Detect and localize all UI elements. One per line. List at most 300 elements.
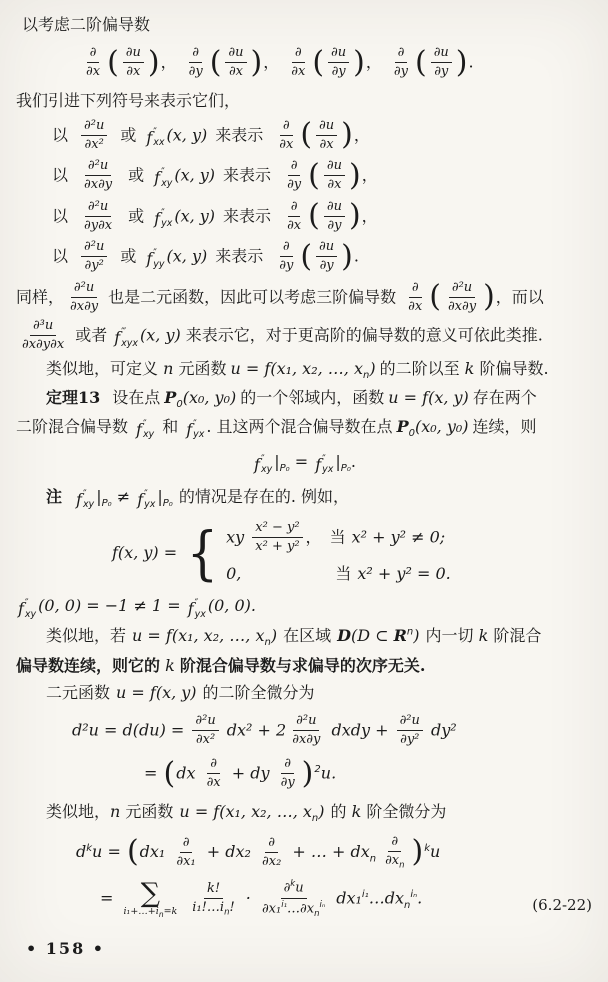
summation <box>123 877 178 919</box>
big-delimiter: ( <box>312 44 325 80</box>
math-text: ∂x <box>86 64 101 80</box>
subscript: n <box>314 908 320 919</box>
math-text: x² + y² ≠ 0; <box>351 527 446 547</box>
cjk-text: 二元函数 <box>46 682 111 702</box>
var-with-scripts <box>315 453 333 477</box>
denominator <box>324 217 344 234</box>
denominator <box>289 731 323 748</box>
subscript: n <box>224 907 230 918</box>
math-text: ∂ <box>284 756 291 772</box>
base-variable: f <box>154 208 161 228</box>
math-text: + … + dx <box>287 841 370 861</box>
subscript: P₀ <box>340 463 351 475</box>
subscript: yx <box>322 464 334 476</box>
script-stack <box>121 328 138 348</box>
math-text: ∂x² <box>195 731 216 747</box>
math-text: ∂x <box>228 64 243 80</box>
cjk-text: 来表示 <box>215 246 264 266</box>
denominator <box>123 63 143 80</box>
cjk-text: 的情况是存在的. 例如， <box>178 486 349 506</box>
second-partials-display <box>16 45 592 81</box>
cjk-text: 或 <box>120 124 137 144</box>
bold-text: 偏导数连续，则它的 <box>16 655 161 675</box>
denominator <box>405 298 425 315</box>
cjk-text: 来表示 <box>215 124 264 144</box>
var-with-scripts <box>146 247 164 271</box>
var-with-scripts <box>254 453 272 477</box>
cjk-text: ， <box>361 165 378 185</box>
numerator <box>388 834 401 852</box>
numerator <box>281 879 307 899</box>
prime-marks: ″ <box>24 598 29 610</box>
math-text: dy² <box>425 719 457 739</box>
fraction <box>324 199 345 235</box>
fraction <box>19 318 67 354</box>
denominator <box>397 731 422 748</box>
denominator <box>324 176 344 193</box>
subscript: yy <box>153 258 165 270</box>
denominator <box>259 899 328 920</box>
math-text: ∂x <box>126 64 141 80</box>
counterexample-values <box>16 594 592 621</box>
math-text: ∂u <box>228 45 244 60</box>
math-text: …∂x <box>287 901 315 917</box>
var-with-scripts <box>154 166 172 190</box>
math-text: | <box>157 486 163 506</box>
math-text: ∂y <box>319 258 334 274</box>
math-text: ∂y <box>279 258 294 274</box>
superscript: i₁ <box>281 899 287 910</box>
math-text: | <box>274 451 280 471</box>
mixed-partials-equality <box>16 450 592 477</box>
cjk-text: 存在两个 <box>472 387 537 407</box>
math-text: u. <box>320 763 337 783</box>
bold-math-text: D <box>337 626 351 646</box>
math-text: ∂ <box>283 880 291 896</box>
fraction <box>284 199 304 235</box>
base-variable: f <box>146 127 153 147</box>
n-var-paragraph <box>16 357 592 383</box>
script-stack <box>261 455 272 475</box>
fraction <box>324 158 345 194</box>
fraction <box>445 280 479 316</box>
fraction <box>225 45 246 81</box>
numerator <box>324 199 345 217</box>
subscript: n <box>369 853 377 865</box>
math-text: ∂x₂ <box>262 853 282 869</box>
math-text: ) <box>413 626 420 646</box>
subscript: 0 <box>176 398 183 410</box>
prime-marks: ″ <box>144 488 148 500</box>
denominator <box>82 257 107 274</box>
fraction <box>81 118 107 154</box>
subscript: xy <box>82 499 95 511</box>
math-text: k! <box>206 880 221 896</box>
cjk-text: 当 <box>329 527 346 547</box>
math-text: ∂ <box>182 834 190 850</box>
superscript: k <box>86 842 93 854</box>
math-text: ∂ <box>290 198 298 214</box>
bold-math-text: P <box>396 416 409 436</box>
subscript: xy <box>161 177 173 189</box>
denominator <box>82 136 107 153</box>
big-delimiter: ( <box>300 238 313 274</box>
math-text: ∂ <box>294 45 302 60</box>
bold-text: 阶混合偏导数与求偏导的次序无关. <box>179 655 426 675</box>
denominator <box>19 336 67 353</box>
math-text: ∂²u <box>84 239 105 254</box>
numerator <box>180 835 193 853</box>
var-with-scripts <box>76 488 94 512</box>
math-text: ∂²u <box>84 117 105 133</box>
k-differential-intro <box>16 800 592 826</box>
math-text: (0, 0). <box>207 596 256 616</box>
math-text: u = f(x₁, x₂, …, x <box>132 626 265 646</box>
numerator <box>324 158 345 176</box>
math-text: ) <box>369 358 376 378</box>
big-delimiter: ( <box>308 157 320 193</box>
superscript: k <box>424 842 431 854</box>
big-delimiter: ( <box>414 44 427 80</box>
math-text: dx₁ <box>336 888 362 908</box>
math-text: ∂y∂x <box>84 217 113 233</box>
math-text: = <box>289 451 314 471</box>
denominator <box>173 853 198 870</box>
fraction <box>431 45 452 81</box>
theorem-13-line-1 <box>16 386 592 412</box>
math-text: x² + y² <box>255 539 300 555</box>
bold-math-text: R <box>393 626 407 646</box>
math-text: x² − y² <box>255 519 300 535</box>
numerator <box>431 45 452 63</box>
fraction <box>81 239 107 275</box>
math-text: (x, y) <box>166 246 208 266</box>
prime-marks: ″ <box>194 598 199 610</box>
cjk-text: . <box>350 451 356 471</box>
subscript: n <box>403 899 411 911</box>
script-stack <box>161 168 172 188</box>
math-text: (x, y) <box>166 124 208 144</box>
bold-text: 注 <box>46 486 63 506</box>
var-with-scripts <box>188 597 206 621</box>
numerator <box>192 713 218 731</box>
subscript: yx <box>161 218 173 230</box>
subscript: xy <box>260 464 273 476</box>
notation-line-xy <box>16 158 592 194</box>
numerator <box>123 45 144 63</box>
var-with-scripts <box>186 418 204 442</box>
fraction <box>123 45 144 81</box>
cjk-text: 内一切 <box>425 626 474 646</box>
denominator <box>81 217 115 234</box>
cjk-text: 阶混合 <box>493 626 542 646</box>
math-text: (D ⊂ <box>350 626 394 646</box>
cjk-text: 元函数 <box>178 358 227 378</box>
math-text: =k <box>163 905 178 917</box>
numerator <box>204 881 223 899</box>
numerator <box>252 520 302 538</box>
var-with-scripts <box>18 597 36 621</box>
superscript: 2 <box>314 763 321 775</box>
denominator <box>204 774 224 791</box>
denominator <box>186 63 206 80</box>
math-text: = <box>100 888 119 908</box>
subscript: n <box>362 369 370 381</box>
prime-marks: ″ <box>82 488 87 500</box>
big-delimiter: ) <box>353 44 365 80</box>
math-text: ∂x <box>206 775 221 791</box>
bold-text: 定理13 <box>46 387 101 407</box>
superscript: k <box>290 879 296 890</box>
piecewise-cases: { xy $\frac{\text{x² − y²}}{\text{x² + y²}}$ ， 当 x² + y² ≠ 0; 0, 当 x² + y² = 0. <box>186 519 451 588</box>
math-text: k <box>459 358 480 378</box>
sigma-icon: ∑ <box>140 877 161 909</box>
denominator <box>431 63 451 80</box>
math-text: ∂ <box>397 45 405 60</box>
math-text: ∂u <box>125 45 141 60</box>
fraction <box>391 45 411 81</box>
math-text: ∂x <box>291 64 306 80</box>
math-text: ∂y <box>280 775 295 791</box>
big-delimiter: ( <box>300 117 313 153</box>
summation-limits <box>124 907 178 919</box>
piecewise-example <box>16 520 592 587</box>
denominator <box>317 136 337 153</box>
subscript: xy <box>24 608 37 620</box>
subscript: P₀ <box>279 463 290 475</box>
third-order-paragraph-2 <box>16 318 592 354</box>
cjk-text: ， <box>160 52 177 72</box>
prime-marks: ‴ <box>121 327 127 339</box>
subscript: yx <box>194 608 206 620</box>
math-text: k <box>346 801 367 821</box>
subscript: n <box>264 637 271 649</box>
numerator <box>316 239 337 257</box>
math-text: ∂y <box>327 217 342 233</box>
prime-marks: ″ <box>322 453 326 465</box>
math-text: u = f(x, y) <box>388 387 469 407</box>
fraction <box>405 280 425 316</box>
prime-marks: ″ <box>153 248 158 260</box>
cjk-text: ， <box>361 205 378 225</box>
big-delimiter: ( <box>308 198 320 234</box>
big-delimiter: ( <box>107 44 119 80</box>
math-text: ∂x∂y <box>292 731 321 747</box>
fraction <box>189 881 237 918</box>
subscript: yx <box>193 429 205 441</box>
math-text: (0, 0) = −1 ≠ 1 = <box>38 596 186 616</box>
math-text: ∂x <box>327 177 342 193</box>
cjk-text: 阶全微分为 <box>366 801 447 821</box>
math-text: ∂x <box>408 298 423 314</box>
denominator <box>288 63 308 80</box>
k-differential-formula-1 <box>16 834 592 871</box>
cjk-text: . <box>353 246 359 266</box>
case-row <box>226 562 451 586</box>
math-text: (x, y) <box>140 325 181 345</box>
fraction <box>81 199 115 235</box>
math-text: ∂x <box>319 136 334 152</box>
prime-marks: ″ <box>153 126 158 138</box>
math-text: ∂ <box>411 279 419 295</box>
math-text: ) <box>318 801 325 821</box>
numerator <box>397 713 423 731</box>
math-text: (x₀, y₀) <box>182 387 237 407</box>
subscript: xy <box>142 429 155 441</box>
math-text: d <box>76 841 87 861</box>
math-text: (x, y) <box>174 165 216 185</box>
fraction <box>81 158 115 194</box>
fraction <box>259 879 328 919</box>
subscript: n <box>158 909 164 919</box>
cjk-text: 或 <box>120 246 137 266</box>
fraction <box>186 45 206 81</box>
numerator <box>71 280 97 298</box>
cjk-text: 或 <box>128 165 145 185</box>
math-text: ∂²u <box>73 279 95 295</box>
fraction <box>316 118 337 154</box>
math-text: (x₀, y₀) <box>414 416 469 436</box>
fraction <box>288 45 308 81</box>
k-order-paragraph-2 <box>16 654 592 678</box>
math-text: ∂x₁ <box>261 901 282 917</box>
math-text: xy <box>226 527 250 547</box>
notation-line-yx <box>16 199 592 235</box>
script-stack <box>161 209 172 229</box>
math-text: ∂²u <box>399 712 420 728</box>
cjk-text: 来表示 <box>223 205 272 225</box>
cjk-text: 或者 <box>75 325 108 345</box>
bold-math-text: P <box>164 387 177 407</box>
math-text: ∂y <box>434 64 449 80</box>
fraction <box>67 280 101 316</box>
math-text: ∂y <box>287 177 302 193</box>
big-delimiter: ( <box>209 44 222 80</box>
superscript: i₁ <box>361 889 369 901</box>
fraction <box>284 158 304 194</box>
cjk-text: 的二阶全微分为 <box>202 682 315 702</box>
math-text: i₁+…+i <box>123 905 159 917</box>
cjk-text: 以 <box>52 246 69 266</box>
k-differential-formula-2 <box>16 879 592 919</box>
cjk-text: 类似地，可定义 <box>46 358 159 378</box>
cjk-text: 类似地， <box>46 801 111 821</box>
cjk-text: ， <box>353 124 370 144</box>
base-variable: f <box>146 249 153 269</box>
math-text: ∂x∂y <box>70 298 99 314</box>
math-text: ∂²u <box>451 279 473 295</box>
math-text: …dx <box>368 888 404 908</box>
base-variable: f <box>315 454 322 474</box>
subscript: 0 <box>408 428 415 440</box>
math-text: x² + y² = 0. <box>357 564 451 584</box>
base-variable: f <box>187 599 194 619</box>
math-text: ∂ <box>210 756 217 772</box>
cjk-text: 元函数 <box>125 801 174 821</box>
denominator <box>445 298 479 315</box>
numerator <box>225 45 246 63</box>
math-text: ∂u <box>331 45 347 60</box>
math-text: ∂x∂y∂x <box>22 337 65 353</box>
cjk-text: 或 <box>128 205 145 225</box>
numerator <box>87 45 100 63</box>
script-stack <box>195 599 206 619</box>
math-text: ∂x₁ <box>176 853 196 869</box>
math-text: · <box>240 888 256 908</box>
math-text: + dy <box>226 763 275 783</box>
cjk-text: 和 <box>162 416 179 436</box>
var-with-scripts <box>114 326 138 350</box>
remark-line <box>16 485 592 512</box>
cjk-text: 的 <box>330 801 347 821</box>
numerator <box>449 280 475 298</box>
cjk-text: 当 <box>335 564 352 584</box>
math-text: ∂y <box>331 64 346 80</box>
cjk-text: 二阶混合偏导数 <box>16 416 129 436</box>
k-order-paragraph-1 <box>16 624 592 650</box>
math-text: k <box>473 626 494 646</box>
math-text: ∂x <box>279 136 294 152</box>
fraction <box>397 713 423 749</box>
big-delimiter: ) <box>341 238 353 274</box>
math-text: dx₁ <box>139 841 171 861</box>
page-number: • 158 • <box>26 939 105 958</box>
math-text: ∂ <box>268 834 276 850</box>
cjk-text: 我们引进下列符号来表示它们， <box>16 90 241 110</box>
theorem-13-line-2 <box>16 415 592 442</box>
math-text: ∂u <box>319 117 335 133</box>
subscript: P₀ <box>162 498 173 510</box>
denominator <box>252 538 302 555</box>
big-delimiter: ) <box>250 44 263 80</box>
cjk-text: 的一个邻域内，函数 <box>240 387 385 407</box>
math-text: ∂u <box>326 198 342 214</box>
cjk-text: 以 <box>52 205 69 225</box>
math-text: ∂x² <box>84 136 104 152</box>
math-text: ∂x∂y <box>447 298 477 314</box>
fraction <box>192 713 218 749</box>
big-delimiter: ) <box>341 117 353 153</box>
script-stack <box>153 128 164 148</box>
math-text: u = <box>92 841 126 861</box>
denominator <box>67 298 101 315</box>
fraction <box>328 45 349 81</box>
case-row <box>226 520 451 556</box>
base-variable: f <box>154 168 161 188</box>
cjk-text: 的二阶以至 <box>379 358 460 378</box>
fraction <box>259 835 284 871</box>
cjk-text: 类似地，若 <box>46 626 127 646</box>
var-with-scripts <box>146 126 164 150</box>
fraction <box>83 45 103 81</box>
prime-marks: ″ <box>193 418 197 430</box>
math-text: ∂y <box>393 64 408 80</box>
denominator <box>226 63 246 80</box>
math-text: u <box>430 841 441 861</box>
base-variable: f <box>136 419 142 439</box>
math-text: u = f(x₁, x₂, …, x <box>179 801 312 821</box>
math-text: + dx₂ <box>201 841 257 861</box>
cjk-text: . 且这两个混合偏导数在点 <box>206 416 393 436</box>
big-delimiter: ( <box>429 279 441 315</box>
math-text: 0, <box>226 564 242 584</box>
numerator <box>265 835 278 853</box>
numerator <box>207 756 220 774</box>
math-text: n <box>158 358 179 378</box>
numerator <box>292 45 305 63</box>
base-variable: f <box>137 489 144 509</box>
math-text: = <box>144 763 163 783</box>
